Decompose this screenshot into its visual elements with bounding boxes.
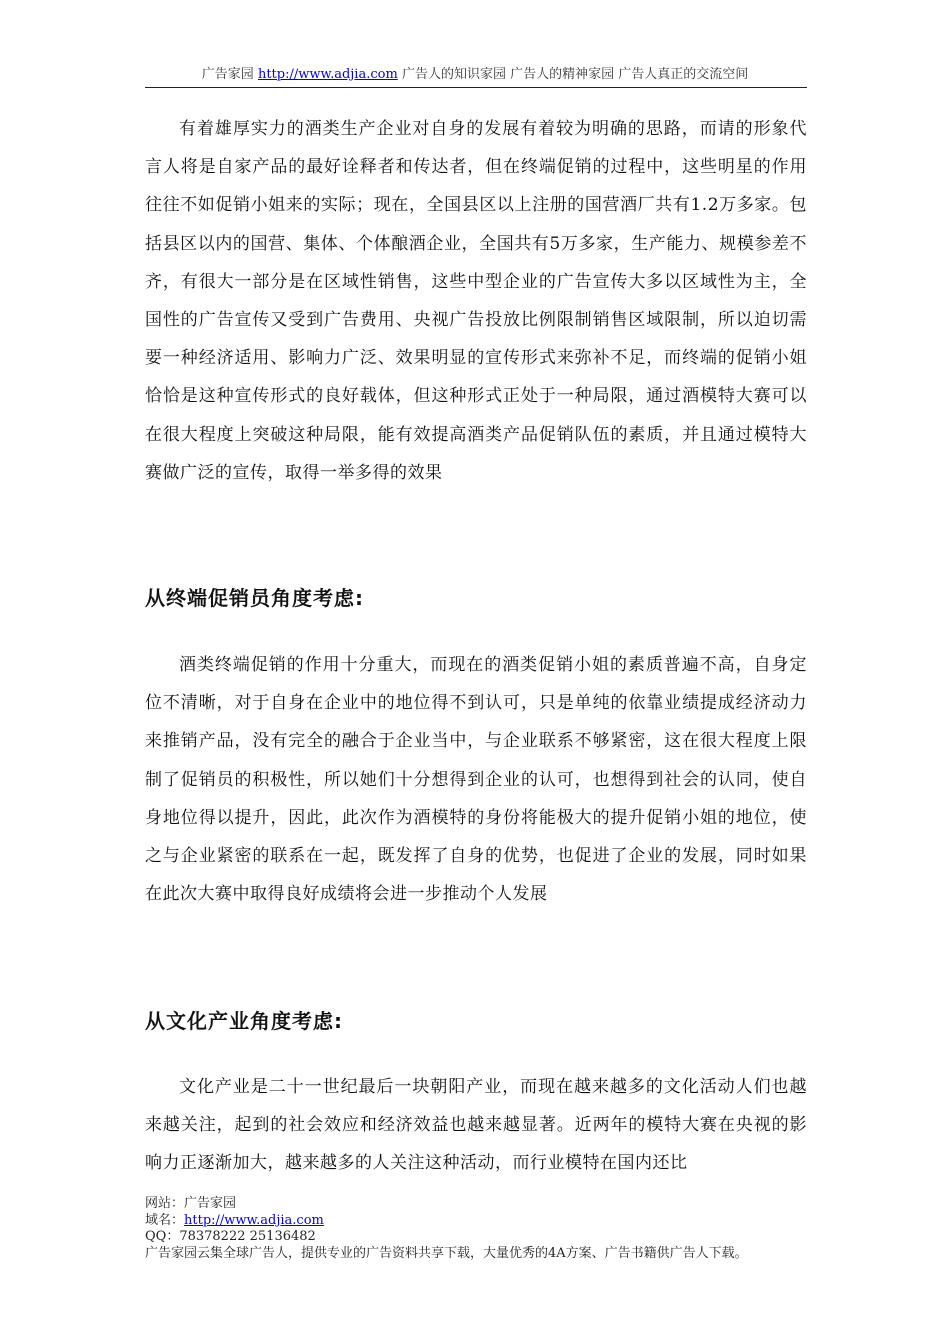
- body-paragraph: 文化产业是二十一世纪最后一块朝阳产业，而现在越来越多的文化活动人们也越来越关注，起到的社会效应和经济效益也越来越显著。近两年的模特大赛在央视的影响力正逐渐加大，越来越多的人关注这种活动，而行业模特在国内还比: [145, 1077, 807, 1174]
- footer-qq-line: [145, 1229, 825, 1246]
- footer-domain-label: 域名：: [145, 1212, 185, 1228]
- section-culture: [145, 1068, 807, 1183]
- footer-qq-numbers: 78378222 25136482: [179, 1229, 316, 1244]
- header-site-name: 广告家园: [201, 67, 254, 82]
- body-paragraph: 酒类终端促销的作用十分重大，而现在的酒类促销小姐的素质普遍不高，自身定位不清晰，对于自身在企业中的地位得不到认可，只是单纯的依靠业绩提成经济动力来推销产品，没有完全的融合于企业当中，与企业联系不够紧密，这在很大程度上限制了促销员的积极性，所以她们十分想得到企业的认可，也想得到社会的认同，使自身地位得以提升，因此，此次作为酒模特的身份将能极大的提升促销小姐的地位，使之与企业紧密的联系在一起，既发挥了自身的优势，也促进了企业的发展，同时如果在此次大赛中取得良好成绩将会进一步推动个人发展: [145, 655, 807, 905]
- footer-domain-link[interactable]: http://www.adjia.com: [184, 1212, 324, 1228]
- header-slogan: 广告人的知识家园 广告人的精神家园 广告人真正的交流空间: [401, 67, 749, 82]
- footer-domain-line: [145, 1213, 825, 1230]
- footer-site-name: 广告家园: [184, 1196, 237, 1211]
- page-footer: [145, 1196, 825, 1262]
- page-header: [145, 66, 805, 84]
- section-promoter: [145, 646, 807, 913]
- footer-site-line: [145, 1196, 825, 1213]
- section-intro: [145, 110, 807, 492]
- body-paragraph: 有着雄厚实力的酒类生产企业对自身的发展有着较为明确的思路，而请的形象代言人将是自家产品的最好诠释者和传达者，但在终端促销的过程中，这些明星的作用往往不如促销小姐来的实际；现在，全国县区以上注册的国营酒厂共有1.2万多家。包括县区以内的国营、集体、个体酿酒企业，全国共有5万多家，生产能力、规模参差不齐，有很大一部分是在区域性销售，这些中型企业的广告宣传大多以区域性为主，全国性的广告宣传又受到广告费用、央视广告投放比例限制销售区域限制，所以迫切需要一种经济适用、影响力广泛、效果明显的宣传形式来弥补不足，而终端的促销小姐恰恰是这种宣传形式的良好载体，但这种形式正处于一种局限，通过酒模特大赛可以在很大程度上突破这种局限，能有效提高酒类产品促销队伍的素质，并且通过模特大赛做广泛的宣传，取得一举多得的效果: [145, 119, 807, 483]
- footer-qq-label: QQ：: [145, 1229, 180, 1244]
- header-divider: [145, 87, 807, 88]
- footer-tagline: 广告家园云集全球广告人，提供专业的广告资料共享下载，大量优秀的4A方案、广告书籍供广告人下载。: [145, 1245, 748, 1261]
- footer-site-label: 网站：: [145, 1196, 185, 1211]
- section-heading: 从终端促销员角度考虑:: [145, 586, 364, 610]
- header-url-link[interactable]: http://www.adjia.com: [257, 67, 398, 82]
- section-heading: 从文化产业角度考虑:: [145, 1009, 343, 1033]
